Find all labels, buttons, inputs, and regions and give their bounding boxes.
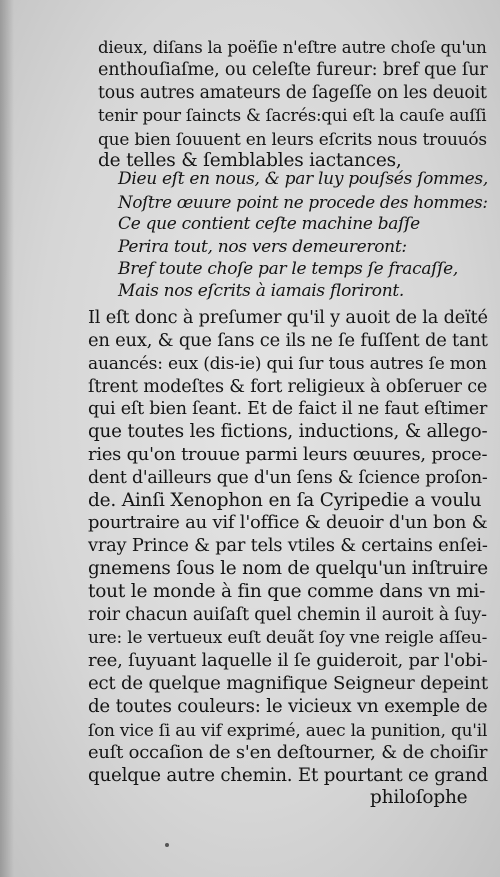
verse-line: Dieu eſt en nous, & par luy pouſsés ſommes, (118, 169, 488, 189)
text-line: qui eſt bien ſeant. Et de faict il ne faut eſtimer (88, 399, 488, 419)
text-line: ree, ſuyuant laquelle il ſe guideroit, par l'obi- (88, 650, 488, 671)
ink-spot (165, 843, 169, 847)
text-line: que bien ſouuent en leurs eſcrits nous trouuós (98, 129, 487, 149)
text-line: ect de quelque magnifique Seigneur depeint (88, 673, 488, 694)
text-line: quelque autre chemin. Et pourtant ce grand (88, 765, 488, 786)
catchword: philoſophe (370, 787, 468, 808)
text-line: roir chacun auiſaſt quel chemin il auroit à ſuy- (88, 605, 487, 625)
text-line: gnemens ſous le nom de quelqu'un inſtruire (88, 558, 488, 579)
text-line: de telles & ſemblables iactances, (98, 150, 402, 171)
verse-line: Perira tout, nos vers demeureront: (118, 237, 407, 257)
text-line: enthouſiaſme, ou celeſte fureur: bref que ſur (98, 60, 488, 80)
text-line: de. Ainſi Xenophon en ſa Cyripedie a voulu (88, 490, 482, 511)
verse-line: Mais nos eſcrits à iamais floriront. (118, 281, 405, 301)
text-line: ure: le vertueux euſt deuãt ſoy vne reigle aſſeu- (88, 628, 488, 648)
text-line: vray Prince & par tels vtiles & certains enſei- (88, 535, 488, 556)
page-edge-shadow (0, 0, 14, 877)
text-line: Il eſt donc à preſumer qu'il y auoit de la deïté (88, 308, 488, 328)
verse-line: Noſtre œuure point ne procede des hommes: (118, 192, 488, 212)
text-line: tenir pour ſaincts & ſacrés:qui eſt la cauſe auſſi (98, 106, 487, 125)
verse-line: Bref toute choſe par le temps ſe fracaſſe, (118, 259, 459, 279)
text-line: euſt occaſion de s'en deſtourner, & de choiſir (88, 742, 488, 763)
text-line: pourtraire au vif l'office & deuoir d'un bon & (88, 512, 488, 533)
text-line: tout le monde à fin que comme dans vn mi- (88, 581, 486, 602)
text-line: ſon vice ſi au vif exprimé, auec la punition, qu'il (88, 720, 488, 740)
text-line: auancés: eux (dis-ie) qui ſur tous autres ſe mon (88, 354, 487, 374)
text-line: que toutes les fictions, inductions, & allego- (88, 421, 488, 442)
text-line: dieux, diſans la poëſie n'eſtre autre choſe qu'un (98, 38, 487, 57)
text-line: ſtrent modeſtes & fort religieux à obſeruer ce (88, 377, 488, 397)
verse-line: Ce que contient ceſte machine baſſe (118, 214, 420, 234)
text-line: dent d'ailleurs que d'un ſens & ſcience proſon- (88, 468, 488, 488)
text-line: ries qu'on trouue parmi leurs œuures, proce- (88, 444, 488, 465)
text-line: de toutes couleurs: le vicieux vn exemple de (88, 696, 488, 717)
text-line: en eux, & que ſans ce ils ne ſe fuſſent de tant (88, 330, 488, 351)
text-line: tous autres amateurs de ſageſſe on les deuoit (98, 83, 487, 103)
